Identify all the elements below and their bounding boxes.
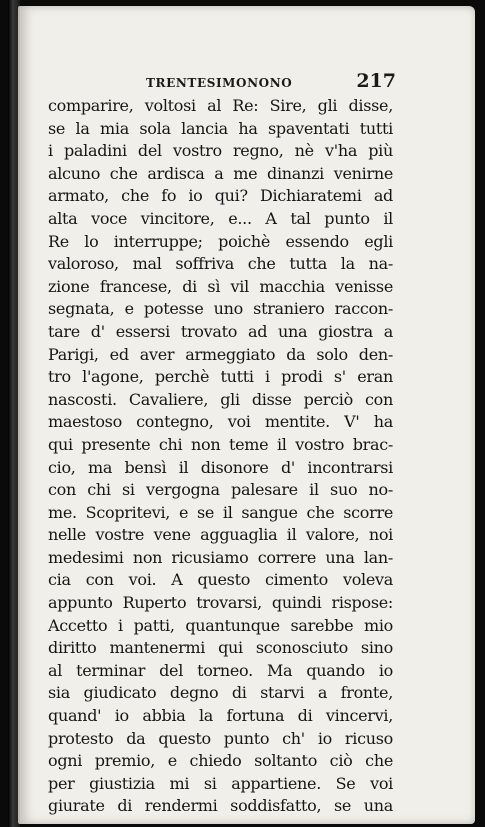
running-head: TRENTESIMONONO	[146, 76, 293, 90]
text-line: tro l'agone, perchè tutti i prodi s' eran	[48, 367, 393, 387]
text-line: nelle vostre vene agguaglia il valore, noi	[48, 525, 393, 545]
body-text	[48, 95, 393, 818]
text-line: se la mia sola lancia ha spaventati tutti	[48, 118, 393, 138]
text-line: cio, ma bensì il disonore d' incontrarsi	[48, 457, 393, 477]
page-number: 217	[356, 70, 396, 92]
text-line: zione francese, di sì vil macchia venisse	[48, 276, 393, 296]
text-line: con chi si vergogna palesare il suo no-	[48, 480, 393, 500]
text-line: Re lo interruppe; poichè essendo egli	[48, 231, 393, 251]
text-line: i paladini del vostro regno, nè v'ha più	[48, 141, 393, 161]
text-line: me. Scopritevi, e se il sangue che scorre	[48, 502, 393, 522]
text-line: quand' io abbia la fortuna di vincervi,	[48, 706, 393, 726]
text-line: armato, che fo io qui? Dichiaratemi ad	[48, 186, 393, 206]
text-line: giurate di rendermi soddisfatto, se una	[48, 796, 393, 816]
page-header	[128, 70, 396, 96]
text-line: cia con voi. A questo cimento voleva	[48, 570, 393, 590]
text-line: qui presente chi non teme il vostro brac-	[48, 434, 393, 454]
text-line: ogni premio, e chiedo soltanto ciò che	[48, 751, 393, 771]
text-line: alcuno che ardisca a me dinanzi venirne	[48, 163, 393, 183]
text-line: comparire, voltosi al Re: Sire, gli disse,	[48, 96, 393, 115]
text-line: protesto da questo punto ch' io ricuso	[48, 728, 393, 748]
text-line: tare d' essersi trovato ad una giostra a	[48, 321, 393, 341]
text-line: sia giudicato degno di starvi a fronte,	[48, 683, 393, 703]
text-line: medesimi non ricusiamo correre una lan-	[48, 547, 393, 567]
text-line: valoroso, mal soffriva che tutta la na-	[48, 254, 393, 274]
text-line: diritto mantenermi qui sconosciuto sino	[48, 638, 393, 658]
text-line: Accetto i patti, quantunque sarebbe mio	[48, 615, 393, 635]
text-line: segnata, e potesse uno straniero raccon-	[48, 299, 393, 319]
text-line: Parigi, ed aver armeggiato da solo den-	[48, 344, 393, 364]
text-line: per giustizia mi si appartiene. Se voi	[48, 773, 393, 793]
text-line: al terminar del torneo. Ma quando io	[48, 660, 393, 680]
text-line: appunto Ruperto trovarsi, quindi rispose:	[48, 593, 393, 613]
text-line: maestoso contegno, voi mentite. V' ha	[48, 412, 393, 432]
text-line: alta voce vincitore, e... A tal punto il	[48, 208, 393, 228]
text-line: nascosti. Cavaliere, gli disse perciò con	[48, 389, 393, 409]
